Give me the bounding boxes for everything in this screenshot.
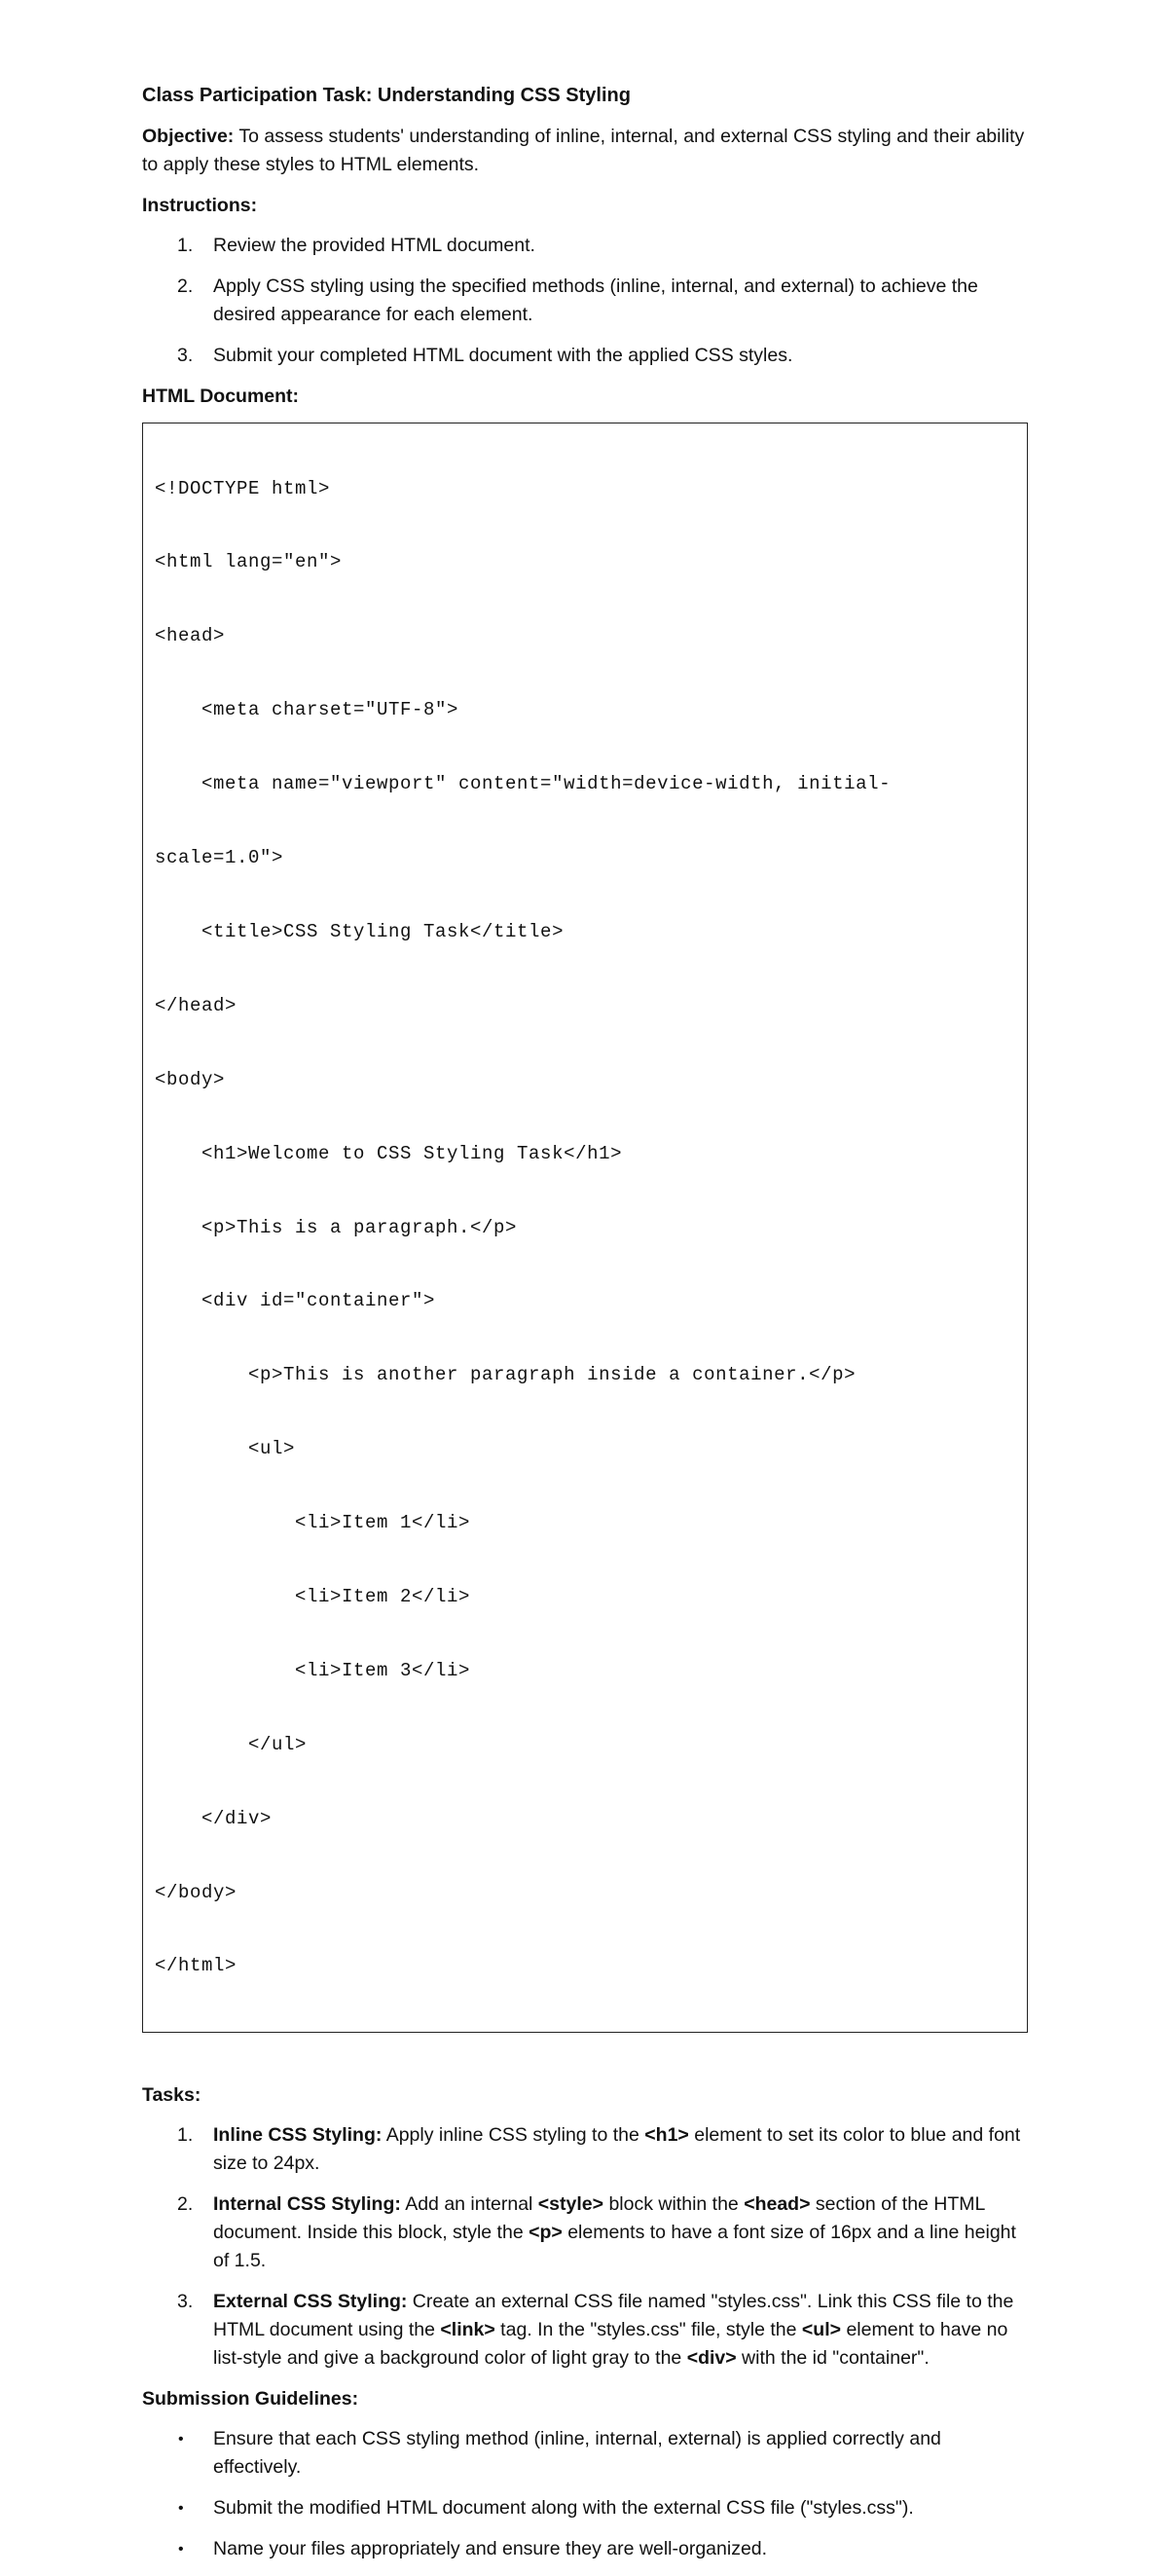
- task-text: Add an internal: [400, 2193, 538, 2216]
- task-code: <style>: [537, 2193, 604, 2216]
- task-text: tag. In the "styles.css" file, style the: [494, 2319, 802, 2341]
- code-line: <h1>Welcome to CSS Styling Task</h1>: [155, 1142, 623, 1164]
- code-line: <li>Item 1</li>: [155, 1512, 471, 1534]
- code-line: </div>: [155, 1807, 273, 1829]
- task-code: <h1>: [644, 2124, 689, 2147]
- task-text: section of the HTML document. Inside this block, style the: [213, 2193, 985, 2244]
- instruction-text: Submit your completed HTML document with the applied CSS styles.: [213, 345, 793, 366]
- task-text: block within the: [603, 2193, 745, 2216]
- code-line: <html lang="en">: [155, 551, 343, 573]
- list-item: [142, 2494, 1028, 2522]
- instructions-heading: Instructions:: [142, 195, 258, 216]
- tasks-list: [142, 2121, 1028, 2373]
- code-line: </head>: [155, 994, 237, 1016]
- list-number: 2.: [177, 2193, 194, 2216]
- list-number: 1.: [177, 2124, 194, 2147]
- task-code: <link>: [440, 2319, 495, 2341]
- guideline-text: Name your files appropriately and ensure they are well-organized.: [213, 2538, 768, 2560]
- code-line: <head>: [155, 625, 226, 647]
- code-line: <li>Item 3</li>: [155, 1659, 471, 1681]
- code-line: <!DOCTYPE html>: [155, 477, 331, 499]
- document-content: [142, 82, 1028, 2576]
- html-document-heading: HTML Document:: [142, 386, 300, 407]
- code-line: </html>: [155, 1955, 237, 1977]
- code-line: <p>This is another paragraph inside a container.</p>: [155, 1364, 857, 1386]
- instruction-text: Review the provided HTML document.: [213, 235, 535, 256]
- list-item: [142, 2288, 1028, 2373]
- code-line: <meta name="viewport" content="width=device-width, initial-: [155, 773, 892, 795]
- code-line: <title>CSS Styling Task</title>: [155, 920, 565, 942]
- task-code: <div>: [686, 2347, 737, 2370]
- task-text: Create an external CSS file named "styles.css". Link this CSS file to the HTML document using the: [213, 2291, 1014, 2341]
- task-text: Apply inline CSS styling to the: [382, 2124, 645, 2147]
- code-line: </body>: [155, 1881, 237, 1903]
- guideline-text: Ensure that each CSS styling method (inline, internal, external) is applied correctly and effectively.: [213, 2428, 941, 2479]
- task-label: Inline CSS Styling:: [213, 2124, 383, 2147]
- list-item: [142, 342, 1028, 370]
- list-item: [142, 2121, 1028, 2178]
- bullet-icon: •: [178, 2431, 184, 2448]
- document-title: Class Participation Task: Understanding CSS Styling: [142, 85, 631, 106]
- code-line: <p>This is a paragraph.</p>: [155, 1216, 518, 1238]
- task-text: with the id "container".: [736, 2347, 930, 2370]
- objective-label: Objective:: [142, 126, 235, 147]
- instruction-text: Apply CSS styling using the specified methods (inline, internal, and external) to achieve the desired appearance for each element.: [213, 276, 978, 325]
- list-number: 3.: [177, 345, 194, 366]
- list-number: 3.: [177, 2291, 194, 2313]
- list-item: [142, 273, 1028, 329]
- list-number: 1.: [177, 235, 194, 256]
- list-number: 2.: [177, 276, 194, 297]
- code-line: <div id="container">: [155, 1290, 436, 1312]
- code-line: <ul>: [155, 1438, 296, 1460]
- code-line: <body>: [155, 1068, 226, 1090]
- code-line: <meta charset="UTF-8">: [155, 699, 459, 721]
- task-code: <ul>: [801, 2319, 842, 2341]
- bullet-icon: •: [178, 2541, 184, 2558]
- list-item: [142, 2535, 1028, 2563]
- code-line: </ul>: [155, 1733, 308, 1755]
- objective-text: To assess students' understanding of inline, internal, and external CSS styling and their ability to apply these styles to HTML elements.: [142, 126, 1025, 175]
- task-label: External CSS Styling:: [213, 2291, 408, 2313]
- task-label: Internal CSS Styling:: [213, 2193, 401, 2216]
- list-item: [142, 2425, 1028, 2482]
- bullet-icon: •: [178, 2500, 184, 2518]
- task-text: element to have no list-style and give a background color of light gray to the: [213, 2319, 1008, 2370]
- list-item: [142, 2190, 1028, 2275]
- submission-heading: Submission Guidelines:: [142, 2388, 359, 2410]
- code-line: <li>Item 2</li>: [155, 1585, 471, 1607]
- task-text: element to set its color to blue and font size to 24px.: [213, 2124, 1021, 2175]
- guidelines-list: [142, 2425, 1028, 2563]
- code-line: scale=1.0">: [155, 847, 284, 869]
- code-block: [142, 423, 1028, 2033]
- list-item: [142, 232, 1028, 260]
- objective-paragraph: [142, 123, 1028, 179]
- instructions-list: [142, 232, 1028, 370]
- task-code: <head>: [744, 2193, 811, 2216]
- guideline-text: Submit the modified HTML document along with the external CSS file ("styles.css").: [213, 2497, 914, 2520]
- task-code: <p>: [529, 2222, 563, 2244]
- tasks-heading: Tasks:: [142, 2084, 201, 2107]
- task-text: elements to have a font size of 16px and a line height of 1.5.: [213, 2222, 1016, 2272]
